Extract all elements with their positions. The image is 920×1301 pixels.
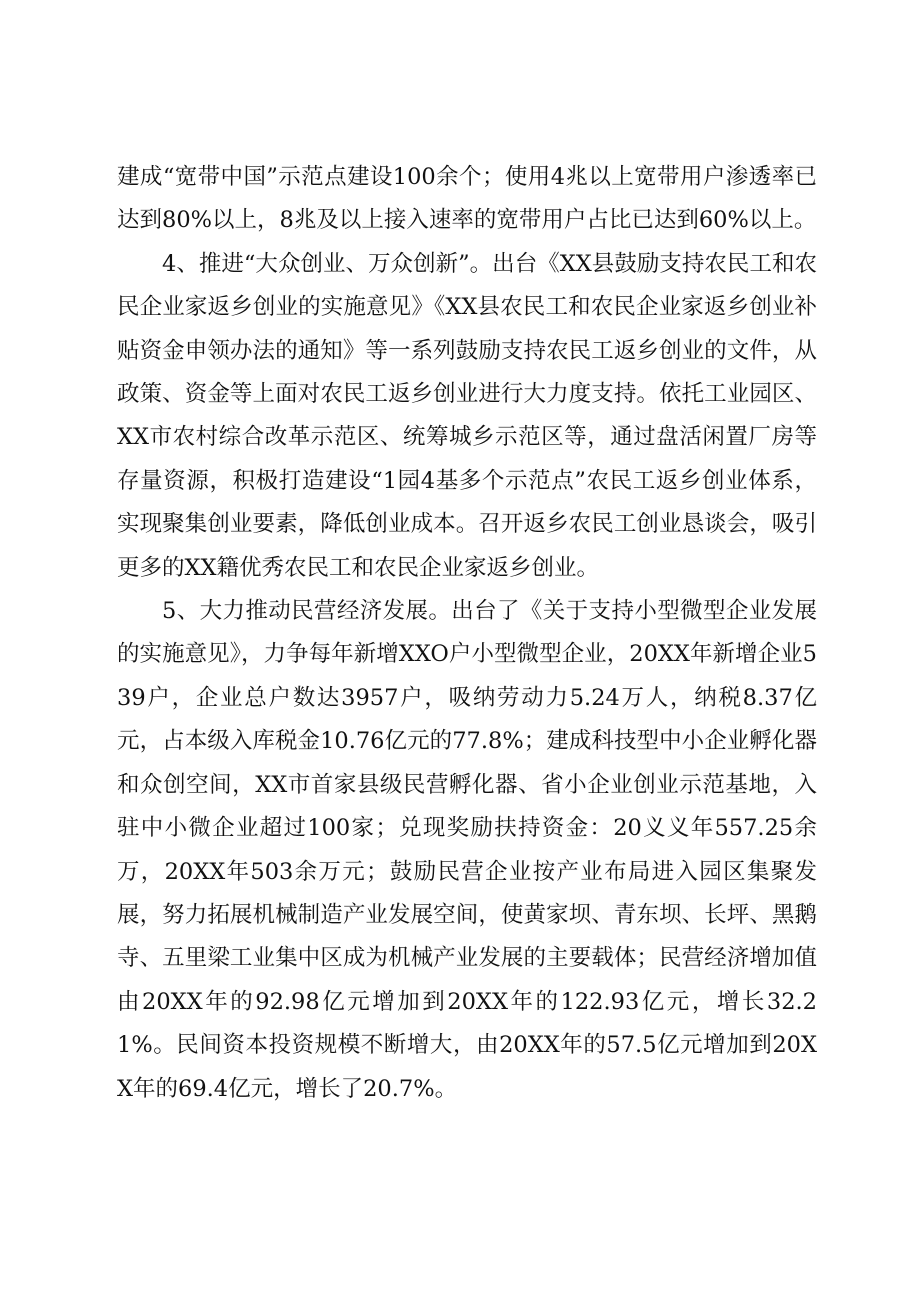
paragraph-private-economy: 5、大力推动民营经济发展。出台了《关于支持小型微型企业发展的实施意见》，力争每年新增XXO户小型微型企业，20XX年新增企业539户，企业总户数达3957户，吸纳劳动力5.24万人，纳税8.37亿元，占本级入库税金10.76亿元的77.8%；建成科技型中小企业孵化器和众创空间，XX市首家县级民营孵化器、省小企业创业示范基地，入驻中小微企业超过100家；兑现奖励扶持资金：20义义年557.25余万，20XX年503余万元；鼓励民营企业按产业布局进入园区集聚发展，努力拓展机械制造产业发展空间，使黄家坝、青东坝、长坪、黑鹅寺、五里梁工业集中区成为机械产业发展的主要载体；民营经济增加值由20XX年的92.98亿元增加到20XX年的122.93亿元，增长32.21%。民间资本投资规模不断增大，由20XX年的57.5亿元增加到20XX年的69.4亿元，增长了20.7%。 (117, 598, 817, 1102)
document-body (117, 156, 817, 1111)
paragraph-broadband: 建成“宽带中国”示范点建设100余个；使用4兆以上宽带用户渗透率已达到80%以上，8兆及以上接入速率的宽带用户占比已达到60%以上。 (117, 164, 817, 234)
paragraph-entrepreneurship: 4、推进“大众创业、万众创新”。出台《XX县鼓励支持农民工和农民企业家返乡创业的实施意见》《XX县农民工和农民企业家返乡创业补贴资金申领办法的通知》等一系列鼓励支持农民工返乡创业的文件，从政策、资金等上面对农民工返乡创业进行大力度支持。依托工业园区、XX市农村综合改革示范区、统筹城乡示范区等，通过盘活闲置厂房等存量资源，积极打造建设“1园4基多个示范点”农民工返乡创业体系，实现聚集创业要素，降低创业成本。召开返乡农民工创业恳谈会，吸引更多的XX籍优秀农民工和农民企业家返乡创业。 (117, 250, 817, 581)
